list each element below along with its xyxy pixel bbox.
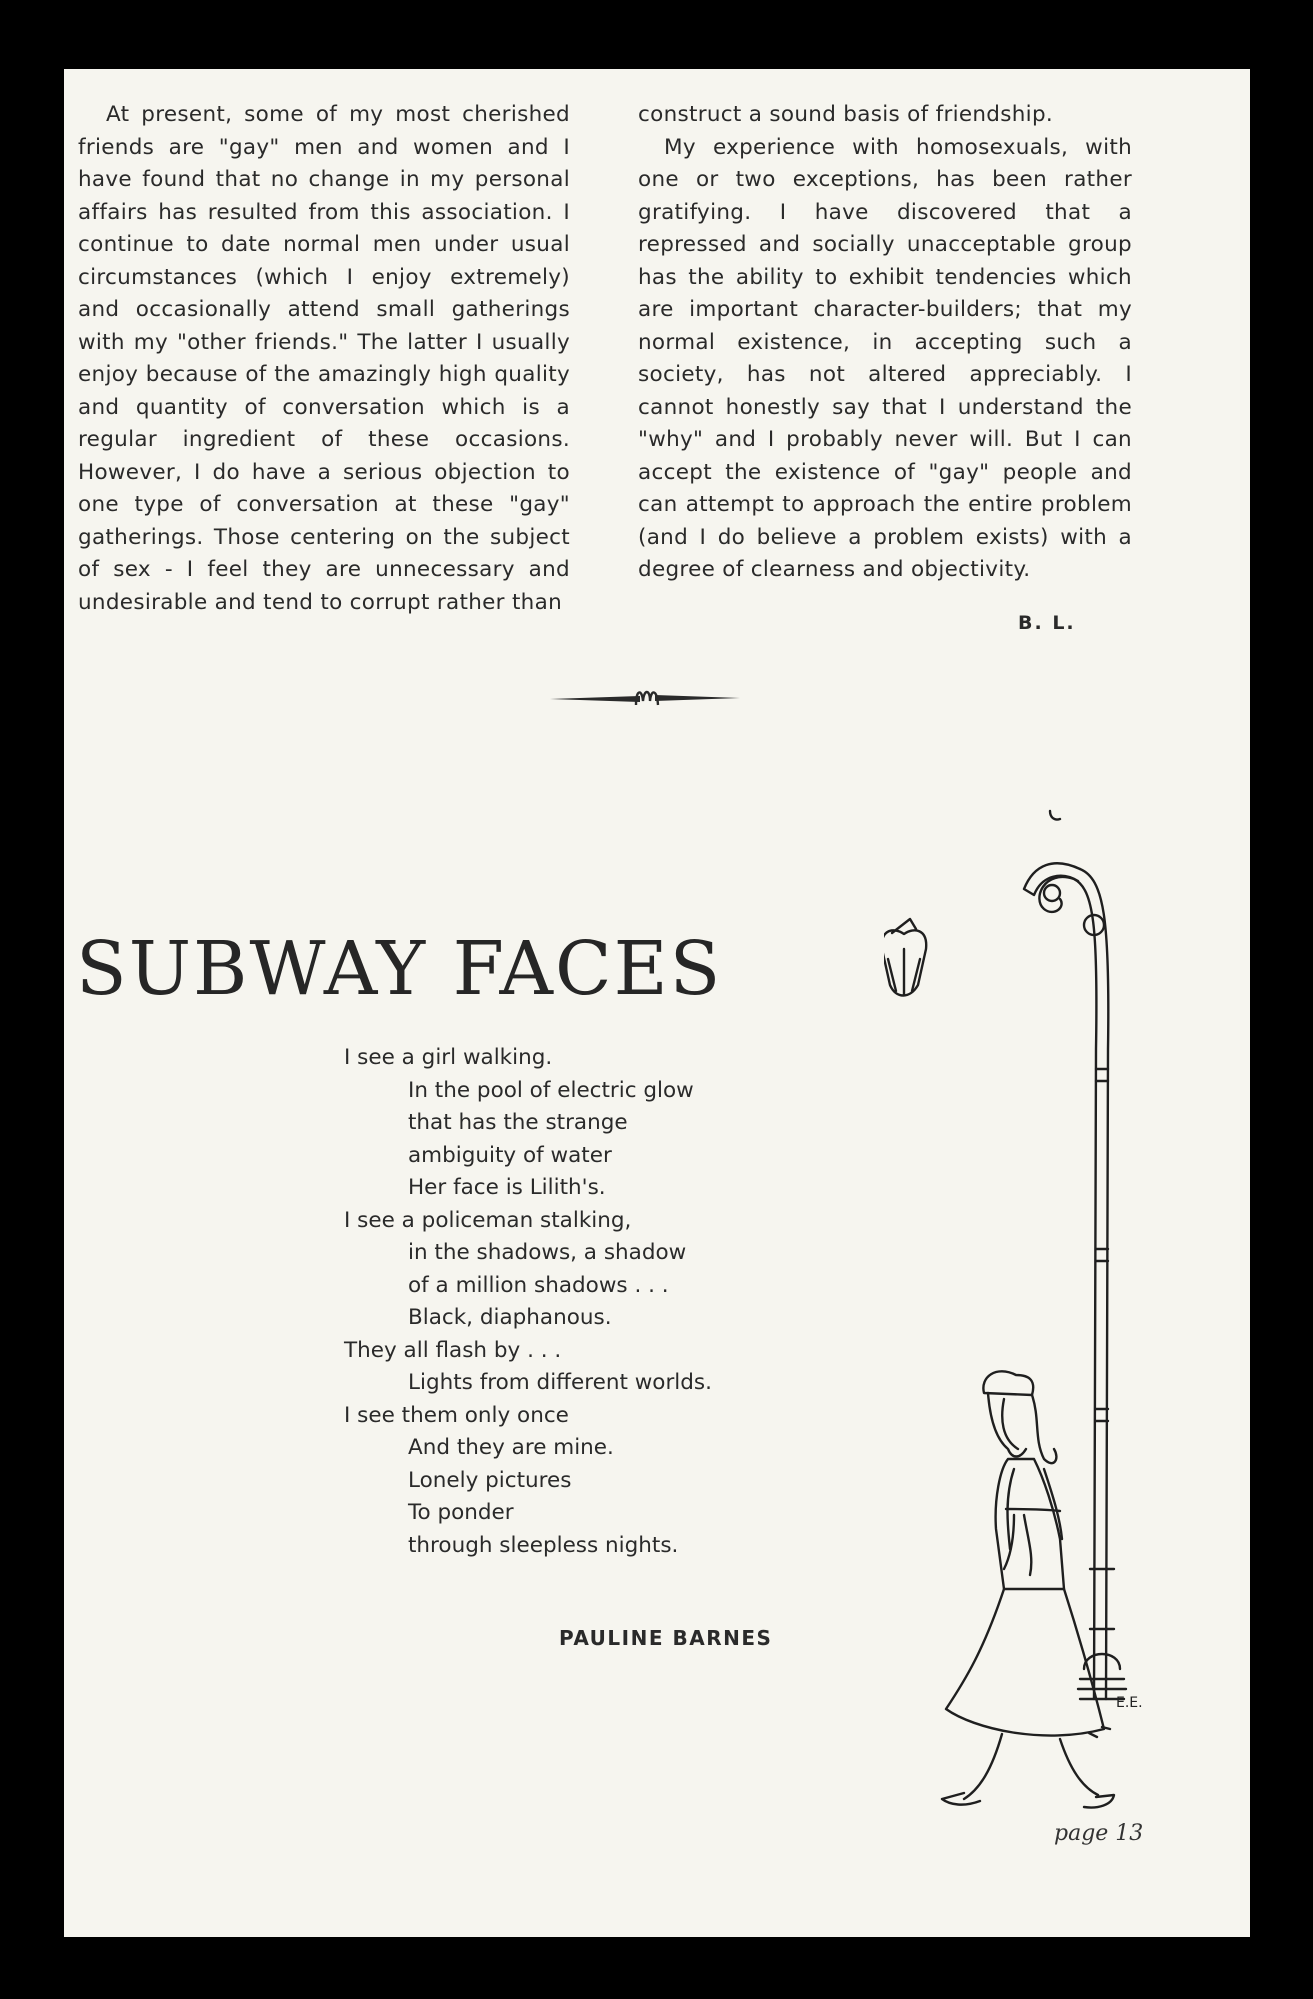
page bbox=[64, 69, 1250, 1937]
article-left-column bbox=[78, 99, 570, 619]
article-signature: B. L. bbox=[1018, 612, 1076, 634]
poem-line: I see a policeman stalking, bbox=[344, 1207, 632, 1233]
poem-line: ambiguity of water bbox=[408, 1142, 612, 1168]
article-right-column bbox=[638, 99, 1132, 587]
poem-line: And they are mine. bbox=[408, 1435, 614, 1460]
illustrator-signature: E.E. bbox=[1116, 1695, 1143, 1711]
poem-line: through sleepless nights. bbox=[408, 1532, 679, 1558]
poem-line: that has the strange bbox=[408, 1110, 628, 1135]
poem-line: Black, diaphanous. bbox=[408, 1305, 612, 1330]
article-paragraph: At present, some of my most cherished friends are "gay" men and women and I have found that no change in my personal affairs has resulted from this association. I continue to date normal men under usual circumstances (which I enjoy extremely) and occasionally attend small gatherings with my "other friends." The latter I usually enjoy because of the amazingly high quality and quantity of conversation which is a regular ingredient of these occasions. However, I do have a serious objection to one type of conversation at these "gay" gatherings. Those centering on the subject of sex - I feel they are unnecessary and undesirable and tend to corrupt rather than bbox=[78, 102, 570, 615]
poem-line: Lights from different worlds. bbox=[408, 1370, 712, 1395]
poem-body bbox=[344, 1042, 712, 1562]
poem-line: of a million shadows . . . bbox=[408, 1272, 669, 1298]
poem-line: Her face is Lilith's. bbox=[408, 1175, 606, 1200]
girl-and-lamppost-illustration bbox=[884, 809, 1224, 1809]
poem-line: I see them only once bbox=[344, 1402, 569, 1428]
article-paragraph: My experience with homosexuals, with one or two exceptions, has been rather gratifying. I have discovered that a repressed and socially unacceptable group has the ability to exhibit tendencies which are important character-builders; that my normal existence, in accepting such a society, has not altered appreciably. I cannot honestly say that I understand the "why" and I probably never will. But I can accept the existence of "gay" people and can attempt to approach the entire problem (and I do believe a problem exists) with a degree of clearness and objectivity. bbox=[638, 134, 1132, 582]
poem-title: SUBWAY FACES bbox=[76, 926, 723, 1012]
page-number: page 13 bbox=[1054, 1821, 1144, 1846]
poem-line: Lonely pictures bbox=[408, 1467, 572, 1493]
ornamental-divider bbox=[310, 683, 980, 713]
poem-line: in the shadows, a shadow bbox=[408, 1240, 687, 1265]
poem-line: They all flash by . . . bbox=[344, 1337, 562, 1363]
poem-author: PAULINE BARNES bbox=[559, 1626, 773, 1650]
poem-line: I see a girl walking. bbox=[344, 1045, 553, 1070]
poem-line: In the pool of electric glow bbox=[408, 1077, 694, 1103]
poem-line: To ponder bbox=[408, 1500, 514, 1525]
article-paragraph: construct a sound basis of friendship. bbox=[638, 102, 1054, 127]
